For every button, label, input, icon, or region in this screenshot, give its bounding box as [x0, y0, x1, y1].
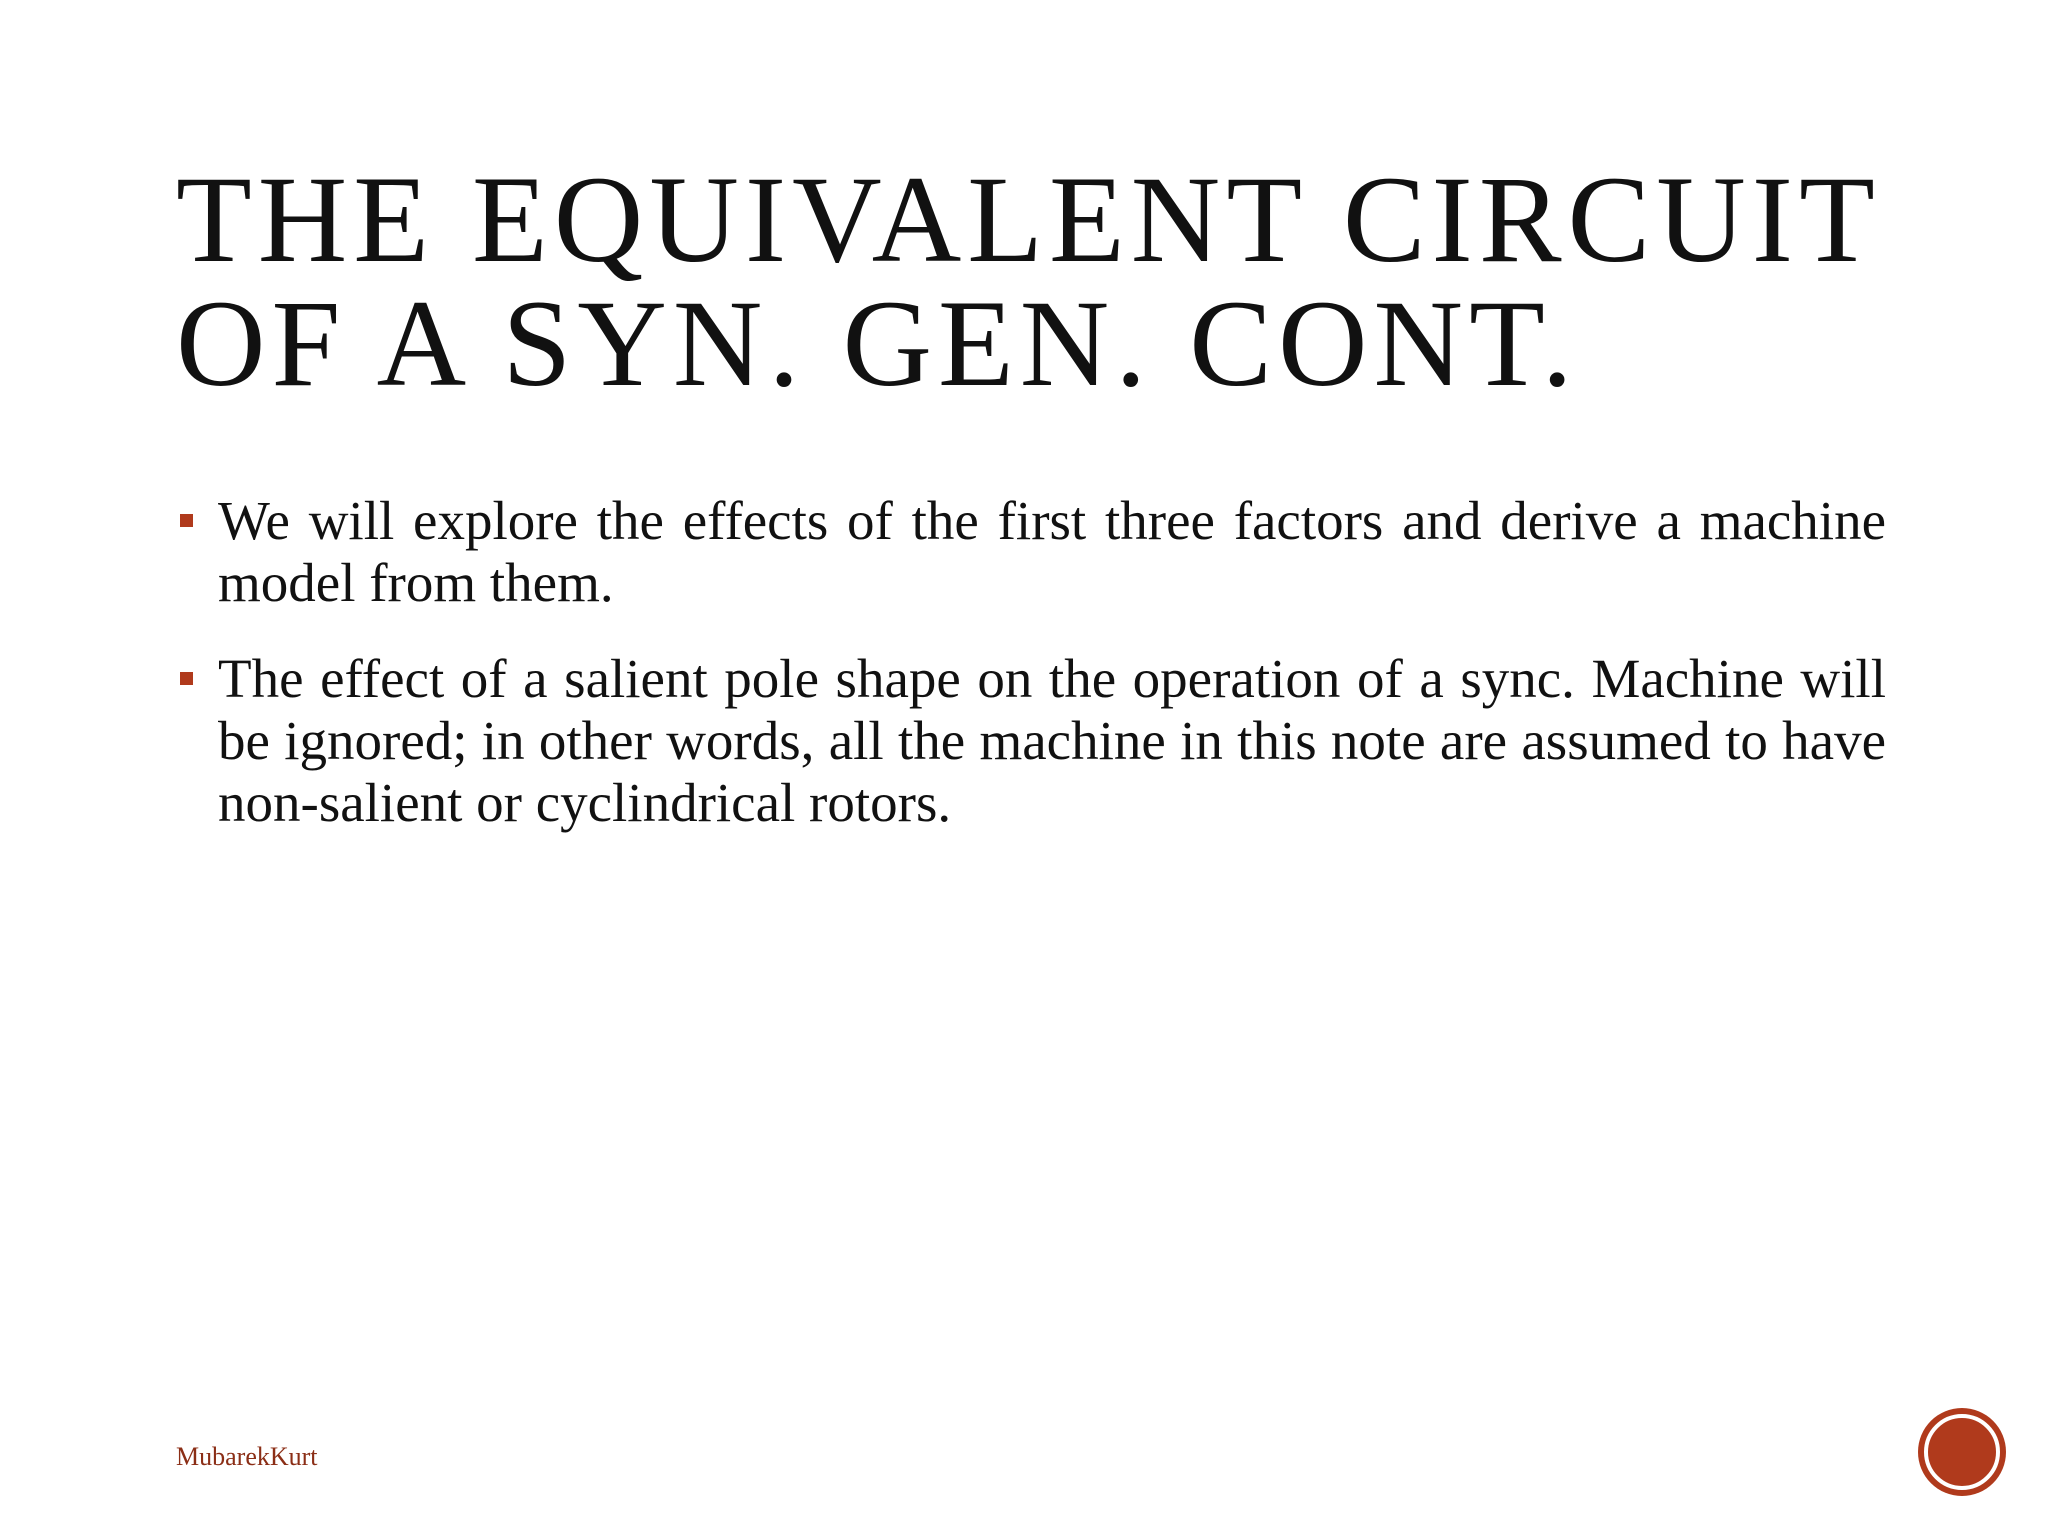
bullet-text: We will explore the effects of the first three factors and derive a machine model from them.: [218, 490, 1886, 613]
circle-badge-icon: [1916, 1406, 2008, 1498]
square-bullet-icon: [180, 514, 193, 527]
slide-title: [176, 151, 1936, 412]
bullet-list: [176, 490, 1886, 868]
bullet-text: The effect of a salient pole shape on the operation of a sync. Machine will be ignored; in other words, all the machine in this note are assumed to have non-salient or cyclindrical rotors.: [218, 648, 1886, 833]
bullet-item: [176, 648, 1886, 834]
footer-author: MubarekKurt: [176, 1442, 318, 1471]
circle-badge-graphic: [1916, 1406, 2008, 1498]
square-bullet-icon: [180, 672, 193, 685]
bullet-item: [176, 490, 1886, 614]
slide-title-line-1: THE EQUIVALENT CIRCUIT: [176, 151, 1881, 288]
slide-title-line-2: OF A SYN. GEN. CONT.: [176, 275, 1579, 412]
